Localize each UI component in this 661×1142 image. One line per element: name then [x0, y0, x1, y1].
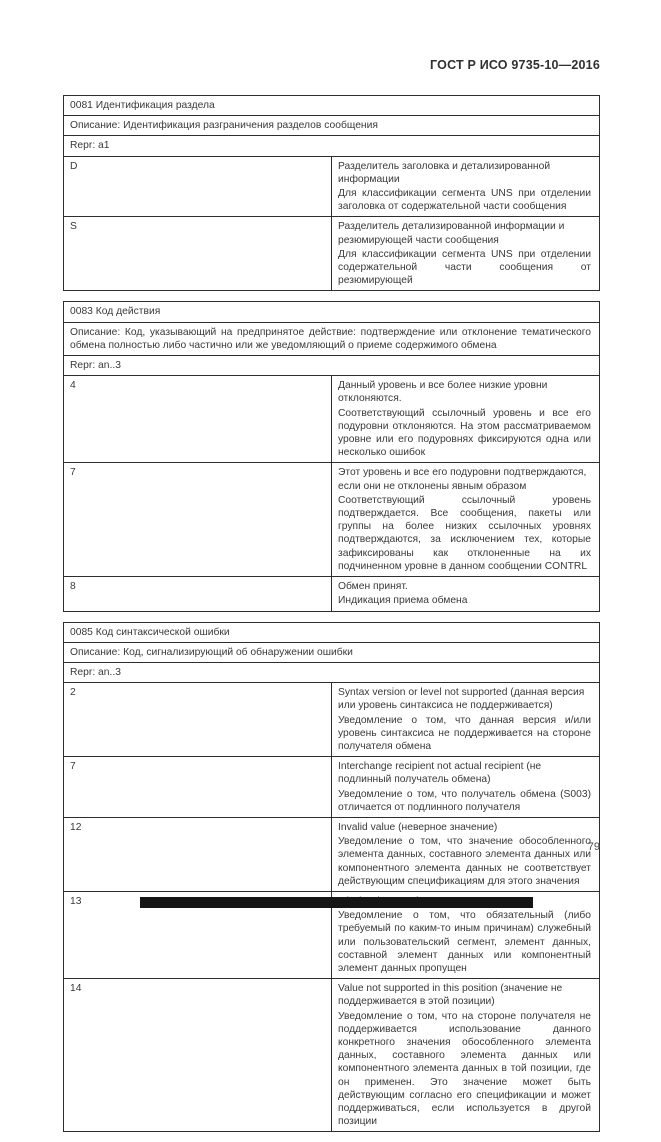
table-row [64, 979, 600, 1132]
standard-designation-header: ГОСТ Р ИСО 9735-10—2016 [430, 58, 600, 72]
value-name: Syntax version or level not supported (данная версия или уровень синтаксиса не поддерживается) [338, 687, 585, 712]
table-row [64, 817, 600, 891]
table-description: Описание: Код, сигнализирующий об обнаружении ошибки [64, 642, 600, 662]
page-number: 79 [587, 841, 600, 853]
value-note: Уведомление о том, что данная версия и/или уровень синтаксиса не поддерживается на стороне получателя обмена [338, 714, 591, 752]
table-row [64, 356, 600, 376]
code-description-cell [332, 577, 600, 611]
table-row [64, 302, 600, 322]
table-row [64, 463, 600, 577]
code-description-cell [332, 757, 600, 818]
value-note: Индикация приема обмена [338, 595, 468, 607]
table-title: 0085 Код синтаксической ошибки [64, 622, 600, 642]
table-row [64, 683, 600, 757]
value-name: Interchange recipient not actual recipient (не подлинный получатель обмена) [338, 761, 542, 786]
value-name: Invalid value (неверное значение) [338, 821, 498, 833]
value-note: Соответствующий ссылочный уровень и все его подуровни отклоняются. На этом рассматриваемом уровне или его подуровнях фиксируются одна или несколько ошибок [338, 407, 591, 459]
table-row [64, 322, 600, 355]
table-description: Описание: Идентификация разграничения разделов сообщения [64, 116, 600, 136]
value-note: Для классификации сегмента UNS при отделении содержательной части сообщения от резюмирующей [338, 248, 591, 287]
code-value: 7 [64, 757, 332, 818]
table-row [64, 217, 600, 291]
table-row [64, 642, 600, 662]
code-description-cell [332, 376, 600, 463]
code-description-cell [332, 817, 600, 891]
code-description-cell [332, 979, 600, 1132]
table-title: 0083 Код действия [64, 302, 600, 322]
table-row [64, 136, 600, 156]
table-repr: Repr: a1 [64, 136, 600, 156]
code-value: 8 [64, 577, 332, 611]
table-row [64, 376, 600, 463]
value-name: Разделитель заголовка и детализированной информации [338, 160, 551, 185]
code-value: D [64, 156, 332, 217]
code-value: 13 [64, 891, 332, 978]
table-repr: Repr: an..3 [64, 356, 600, 376]
page-content [63, 95, 600, 1142]
code-value: 12 [64, 817, 332, 891]
value-note: Уведомление о том, что получатель обмена (S003) отличается от подлинного получателя [338, 788, 591, 813]
table-row [64, 622, 600, 642]
code-value: 4 [64, 376, 332, 463]
table-repr: Repr: an..3 [64, 662, 600, 682]
value-name: Разделитель детализированной информации и резюмирующей части сообщения [338, 221, 565, 246]
code-value: 14 [64, 979, 332, 1132]
code-value: 7 [64, 463, 332, 577]
code-table-0081 [63, 95, 600, 291]
code-description-cell [332, 683, 600, 757]
table-row [64, 662, 600, 682]
code-description-cell [332, 156, 600, 217]
code-table-0085 [63, 622, 600, 1133]
value-note: Уведомление о том, что значение обособленного элемента данных, составного элемента данных или компонентного элемента данных не соответствует действующим спецификациям для этого значения [338, 836, 591, 887]
value-name: Данный уровень и все более низкие уровни отклоняются. [338, 380, 548, 405]
value-name: Этот уровень и все его подуровни подтверждаются, если они не отклонены явным образом [338, 467, 587, 492]
value-note: Для классификации сегмента UNS при отделении заголовка от содержательной части сообщения [338, 188, 591, 213]
code-description-cell [332, 217, 600, 291]
table-description-text: Описание: Код, указывающий на предпринятое действие: подтверждение или отклонение тематического обмена полностью либо частично или же уведомляющий о приеме содержимого обмена [70, 326, 591, 351]
code-value: 2 [64, 683, 332, 757]
scan-artifact-bar [140, 897, 533, 908]
table-description [64, 322, 600, 355]
table-row [64, 577, 600, 611]
table-row [64, 96, 600, 116]
value-note: Соответствующий ссылочный уровень подтверждается. Все сообщения, пакеты или группы на более низких ссылочных уровнях подтверждаются, за исключением тех, которые зафиксированы как отклоненные на их подчиненном уровне в данном сообщении CONTRL [338, 494, 591, 572]
table-row [64, 156, 600, 217]
value-name: Value not supported in this position (значение не поддерживается в этой позиции) [338, 983, 563, 1008]
code-table-0083 [63, 301, 600, 611]
table-title: 0081 Идентификация раздела [64, 96, 600, 116]
value-note: Уведомление о том, что на стороне получателя не поддерживается использование данного конкретного значения обособленного элемента данных, составного элемента данных или компонентного элемента данных в той позиции, где он применен. Это значение может быть действующим согласно его спецификации и может поддерживаться, если используется в другой позиции [338, 1010, 591, 1128]
table-row [64, 757, 600, 818]
value-note: Уведомление о том, что обязательный (либо требуемый по каким-то иным причинам) служебный или пользовательский сегмент, элемент данных, составной элемент данных или компонентный элемент данных пропущен [338, 910, 591, 974]
table-row [64, 116, 600, 136]
code-description-cell [332, 463, 600, 577]
value-name: Обмен принят. [338, 581, 408, 593]
code-value: S [64, 217, 332, 291]
